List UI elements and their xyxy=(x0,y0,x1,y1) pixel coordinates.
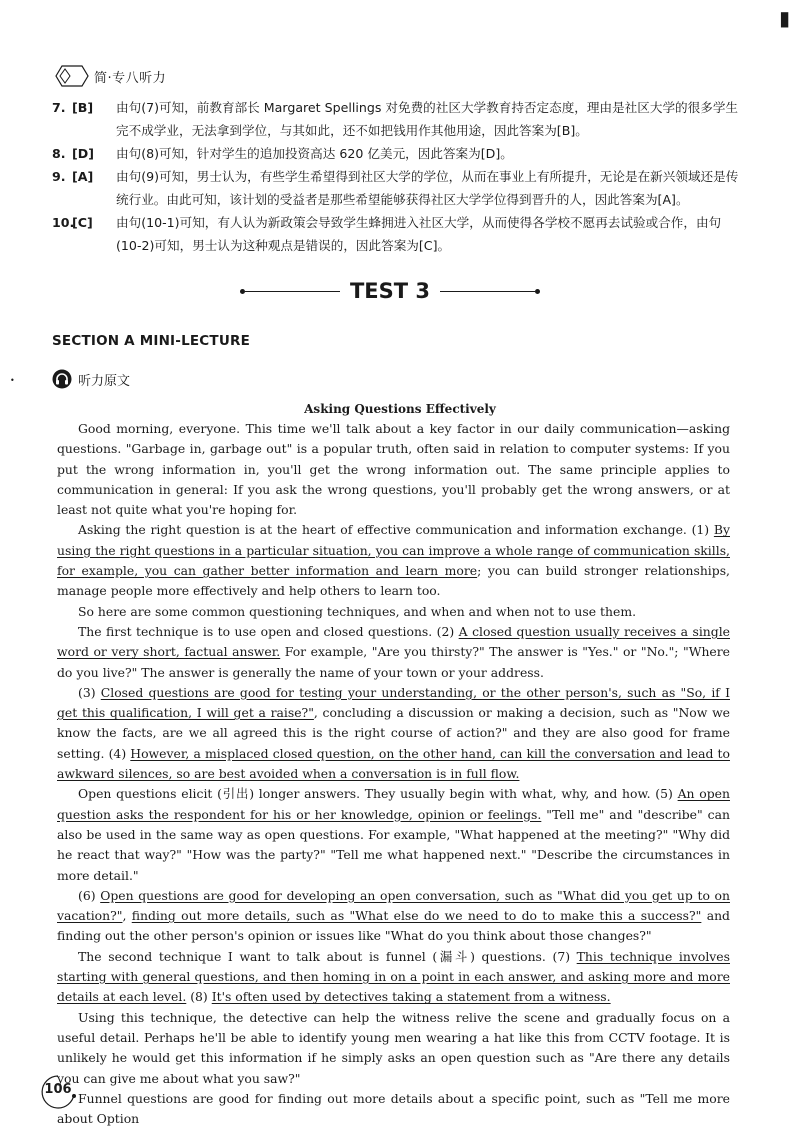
answer-explanation: 由句(10-1)可知，有人认为新政策会导致学生蜂拥进入社区大学，从而使得各学校不愿再去试验或合作，由句(10-2)可知，男士认为这种观点是错误的，因此答案为[C]。 xyxy=(116,215,722,253)
paragraph-text: (8) xyxy=(186,989,212,1005)
section-title: SECTION A MINI-LECTURE xyxy=(52,333,251,349)
transcript-heading xyxy=(52,369,130,389)
paragraph xyxy=(57,1008,730,1089)
underlined-answer-sentence: A closed question usually receives a single word or very short, factual answer. xyxy=(57,623,730,660)
paragraph-text: The second technique I want to talk about is funnel (漏斗) questions. (7) xyxy=(78,948,577,964)
paragraph-text: So here are some common questioning techniques, and when and when not to use them. xyxy=(78,603,637,619)
paragraph-text: Asking the right question is at the heart of effective communication and information exchange. (1) xyxy=(78,522,714,538)
paragraph-text: Funnel questions are good for finding out more details about a specific point, such as "Tell me more about Option xyxy=(57,1090,730,1127)
paragraph xyxy=(57,947,730,1008)
book-logo-icon xyxy=(52,63,92,89)
paragraph-text: , xyxy=(122,908,132,924)
heading-rule-right xyxy=(440,291,535,292)
paragraph-text: and finding out the other person's opinion or issues like "What do you think about those changes?" xyxy=(57,908,730,944)
paragraph xyxy=(57,622,730,683)
underlined-answer-sentence: An open question asks the respondent for his or her knowledge, opinion or feelings. xyxy=(57,786,730,822)
transcript-body xyxy=(57,419,730,1129)
passage-title: Asking Questions Effectively xyxy=(304,402,496,416)
paragraph-text: "Tell me" and "describe" can also be used in the same way as open questions. For example, "What happened at the meeting?" "Why did he react that way?" "How was the party?" "Tell me what happened next." "Describe the circumstances in more detail." xyxy=(57,806,730,883)
paragraph-text: ; you can build stronger relationships, manage people more effectively and help others to learn too. xyxy=(57,563,730,599)
headphones-icon xyxy=(52,369,72,389)
paragraph xyxy=(57,886,730,947)
underlined-answer-sentence: Open questions are good for developing an open conversation, such as "What did you get up to on vacation?" xyxy=(57,887,730,924)
margin-dot: • xyxy=(10,376,15,385)
answer-key: [B] xyxy=(72,100,94,115)
underlined-answer-sentence: It's often used by detectives taking a statement from a witness. xyxy=(211,989,611,1005)
test-title: TEST 3 xyxy=(349,279,431,303)
answer-key: [C] xyxy=(72,215,93,230)
paragraph-text: Open questions elicit (引出) longer answers. They usually begin with what, why, and how. (5) xyxy=(78,786,678,802)
answer-item xyxy=(52,142,742,165)
page-number-badge xyxy=(36,1072,80,1112)
paragraph xyxy=(57,784,730,885)
answer-number: 9. xyxy=(52,169,66,184)
paragraph-text: (6) xyxy=(78,887,101,903)
answer-key: [A] xyxy=(72,169,94,184)
heading-dot-right xyxy=(535,289,540,294)
page-header xyxy=(52,62,166,90)
answer-key: [D] xyxy=(72,146,94,161)
answer-number: 8. xyxy=(52,146,66,161)
underlined-answer-sentence: This technique involves starting with general questions, and then homing in on a point in each answer, and asking more and more details at each level. xyxy=(57,948,730,1005)
corner-mark: ▮ xyxy=(778,6,790,30)
answer-explanation: 由句(7)可知，前教育部长 Margaret Spellings 对免费的社区大学教育持否定态度，理由是社区大学的很多学生完不成学业，无法拿到学位，与其如此，还不如把钱用作其他用途，因此答案为[B]。 xyxy=(116,100,739,138)
answer-explanation: 由句(8)可知，针对学生的追加投资高达 620 亿美元，因此答案为[D]。 xyxy=(116,146,513,161)
paragraph-text: (3) xyxy=(78,684,101,700)
paragraph-text: The first technique is to use open and closed questions. (2) xyxy=(78,623,459,639)
answer-item xyxy=(52,211,742,257)
underlined-answer-sentence: Closed questions are good for testing your understanding, or the other person's, such as "So, if I get this qualification, I will get a raise?" xyxy=(57,684,730,721)
paragraph-text: For example, "Are you thirsty?" The answer is "Yes." or "No."; "Where do you live?" The answer is generally the name of your town or your address. xyxy=(57,644,731,680)
page-number: 106 xyxy=(44,1082,72,1097)
answer-number: 10. xyxy=(52,215,75,230)
paragraph-text: , concluding a discussion or making a decision, such as "Now we know the facts, are we all agreed this is the right course of action?" and they are also good for frame setting. (4) xyxy=(57,705,731,761)
paragraph xyxy=(57,683,730,784)
paragraph xyxy=(57,602,730,622)
paragraph xyxy=(57,1089,730,1130)
answer-explanation: 由句(9)可知，男士认为，有些学生希望得到社区大学的学位，从而在事业上有所提升，无论是在新兴领域还是传统行业。由此可知，该计划的受益者是那些希望能够获得社区大学学位得到晋升的人，因此答案为[A]。 xyxy=(116,169,739,207)
answer-list xyxy=(52,96,742,257)
paragraph xyxy=(57,419,730,520)
underlined-answer-sentence: By using the right questions in a particular situation, you can improve a whole range of communication skills, for example, you can gather better information and learn more xyxy=(57,522,730,579)
paragraph-text: Good morning, everyone. This time we'll talk about a key factor in our daily communication—asking questions. "Garbage in, garbage out" is a popular truth, often said in relation to computer systems: If you put the wrong information in, you'll get the wrong information out. The same principle applies to communication in general: If you ask the wrong questions, you'll probably get the wrong answers, or at least not quite what you're hoping for. xyxy=(57,421,730,518)
paragraph xyxy=(57,520,730,601)
underlined-answer-sentence: finding out more details, such as "What else do we need to do to make this a success?" xyxy=(131,908,702,924)
paragraph-text: Using this technique, the detective can help the witness relive the scene and gradually focus on a useful detail. Perhaps he'll be able to identify young men wearing a hat like this from CCTV footage. It is unlikely he would get this information if he simply asks an open question such as "Are there any details you can give me about what you saw?" xyxy=(57,1009,730,1086)
answer-number: 7. xyxy=(52,100,66,115)
test-heading xyxy=(240,278,540,304)
transcript-label: 听力原文 xyxy=(78,373,131,389)
header-title: 简·专八听力 xyxy=(94,70,167,86)
answer-item xyxy=(52,96,742,142)
heading-rule-left xyxy=(245,291,340,292)
answer-item xyxy=(52,165,742,211)
underlined-answer-sentence: However, a misplaced closed question, on the other hand, can kill the conversation and lead to awkward silences, so are best avoided when a conversation is in full flow. xyxy=(57,745,730,782)
